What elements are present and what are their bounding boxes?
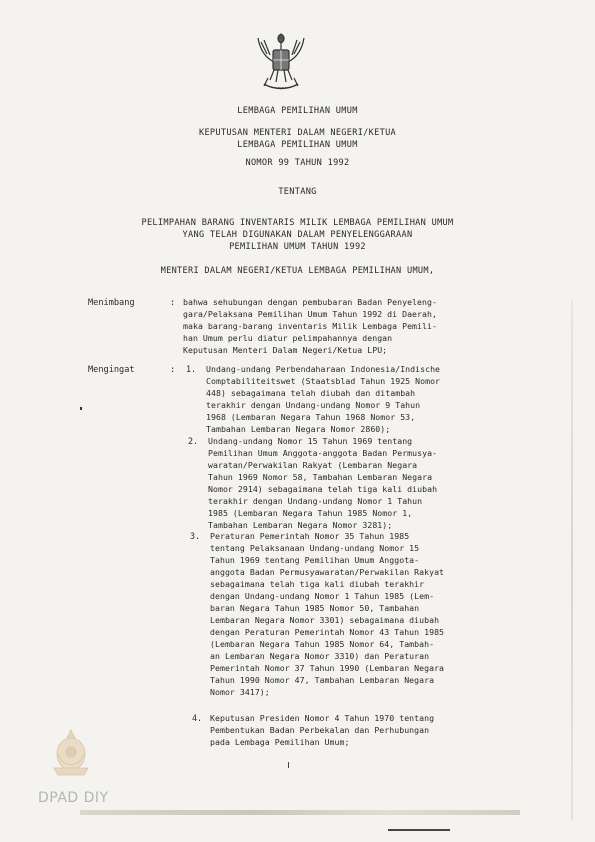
menimbang-label: Menimbang	[88, 298, 135, 308]
decree-number: NOMOR 99 TAHUN 1992	[245, 158, 350, 168]
item1-line: terakhir dengan Undang-undang Nomor 9 Tahun	[206, 400, 421, 410]
item-number: 1.	[186, 364, 197, 374]
item3-line: anggota Badan Permusyawaratan/Perwakilan Rakyat	[210, 567, 445, 577]
item1-line: 1968 (Lembaran Negara Tahun 1968 Nomor 53,	[206, 412, 416, 422]
item2-line: 1985 (Lembaran Negara Tahun 1985 Nomor 1,	[208, 508, 413, 518]
archive-seal-icon	[48, 728, 94, 778]
issuer-line: MENTERI DALAM NEGERI/KETUA LEMBAGA PEMILIHAN UMUM,	[160, 266, 435, 276]
item1-line: 448) sebagaimana telah diubah dan ditambah	[206, 388, 416, 398]
item2-line: Undang-undang Nomor 15 Tahun 1969 tentang	[208, 436, 413, 446]
item3-line: Tahun 1969 tentang Pemilihan Umum Anggota-	[210, 555, 420, 565]
menimbang-colon: :	[170, 298, 176, 308]
mengingat-colon: :	[170, 365, 176, 375]
item3-line: Pemerintah Nomor 37 Tahun 1990 (Lembaran Negara	[210, 663, 445, 673]
item3-line: baran Negara Tahun 1985 Nomor 50, Tambahan	[210, 603, 420, 613]
scan-speck	[288, 762, 289, 768]
svg-text:~~~~~~: ~~~~~~	[270, 85, 292, 90]
menimbang-line: Keputusan Menteri Dalam Negeri/Ketua LPU;	[183, 345, 388, 355]
watermark-text: DPAD DIY	[38, 790, 109, 806]
decree-title-line2: LEMBAGA PEMILIHAN UMUM	[237, 140, 358, 150]
garuda-emblem-icon	[250, 28, 312, 96]
item3-line: (Lembaran Negara Tahun 1985 Nomor 64, Tambah-	[210, 639, 435, 649]
item2-line: terakhir dengan Undang-undang Nomor 1 Tahun	[208, 496, 423, 506]
menimbang-line: gara/Pelaksana Pemilihan Umum Tahun 1992 di Daerah,	[183, 309, 437, 319]
scan-speck	[80, 407, 82, 410]
item2-line: Pemilihan Umum Anggota-anggota Badan Permusya-	[208, 448, 438, 458]
item2-line: waratan/Perwakilan Rakyat (Lembaran Negara	[208, 460, 418, 470]
menimbang-line: bahwa sehubungan dengan pembubaran Badan Penyeleng-	[183, 297, 437, 307]
item3-line: sebagaimana telah tiga kali diubah terakhir	[210, 579, 425, 589]
scan-artifact-bar	[80, 810, 520, 815]
item1-line: Tambahan Lembaran Negara Nomor 2860);	[206, 424, 391, 434]
item2-line: Tambahan Lembaran Negara Nomor 3281);	[208, 520, 393, 530]
item3-line: dengan Undang-undang Nomor 1 Tahun 1985 (Lem-	[210, 591, 435, 601]
item-number: 4.	[192, 713, 203, 723]
item-number: 3.	[190, 531, 201, 541]
subject-line1: PELIMPAHAN BARANG INVENTARIS MILIK LEMBAGA PEMILIHAN UMUM	[141, 218, 454, 228]
item1-line: Comptabiliteitswet (Staatsblad Tahun 1925 Nomor	[206, 376, 441, 386]
decree-title-line1: KEPUTUSAN MENTERI DALAM NEGERI/KETUA	[198, 128, 397, 138]
item3-line: tentang Pelaksanaan Undang-undang Nomor 15	[210, 543, 420, 553]
scan-artifact-line	[388, 829, 450, 831]
item3-line: Tahun 1990 Nomor 47, Tambahan Lembaran Negara	[210, 675, 435, 685]
scan-edge-shadow	[571, 300, 573, 820]
mengingat-label: Mengingat	[88, 365, 135, 375]
subject-line2: YANG TELAH DIGUNAKAN DALAM PENYELENGGARAAN	[182, 230, 413, 240]
institution-title: LEMBAGA PEMILIHAN UMUM	[237, 106, 358, 116]
item-number: 2.	[188, 436, 199, 446]
item2-line: Nomor 2914) sebagaimana telah tiga kali diubah	[208, 484, 438, 494]
item1-line: Undang-undang Perbendaharaan Indonesia/Indische	[206, 364, 441, 374]
item2-line: Tahun 1969 Nomor 58, Tambahan Lembaran Negara	[208, 472, 433, 482]
item4-line: Pembentukan Badan Perbekalan dan Perhubungan	[210, 725, 430, 735]
about-heading: TENTANG	[278, 187, 317, 197]
item3-line: Lembaran Negara Nomor 3301) sebagaimana diubah	[210, 615, 440, 625]
menimbang-line: maka barang-barang inventaris Milik Lembaga Pemili-	[183, 321, 437, 331]
item4-line: pada Lembaga Pemilihan Umum;	[210, 737, 350, 747]
item4-line: Keputusan Presiden Nomor 4 Tahun 1970 tentang	[210, 713, 435, 723]
item3-line: an Lembaran Negara Nomor 3310) dan Peraturan	[210, 651, 430, 661]
item3-line: Peraturan Pemerintah Nomor 35 Tahun 1985	[210, 531, 410, 541]
item3-line: Nomor 3417);	[210, 687, 270, 697]
subject-line3: PEMILIHAN UMUM TAHUN 1992	[229, 242, 366, 252]
menimbang-line: han Umum perlu diatur pelimpahannya dengan	[183, 333, 393, 343]
item3-line: dengan Peraturan Pemerintah Nomor 43 Tahun 1985	[210, 627, 445, 637]
